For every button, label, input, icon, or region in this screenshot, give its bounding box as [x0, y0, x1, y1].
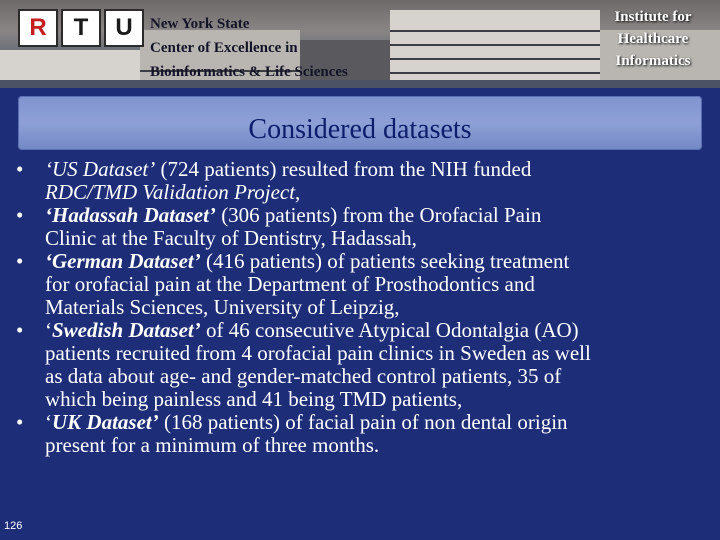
bullet-text: (724 patients) resulted from the NIH funded — [155, 157, 532, 181]
dataset-name: RDC/TMD Validation Project — [45, 180, 296, 204]
bullet-line — [45, 181, 714, 204]
dataset-bullet — [14, 319, 714, 411]
title-banner — [18, 96, 702, 150]
bullet-dot-icon: • — [16, 318, 24, 342]
bullet-line — [45, 250, 714, 273]
bullet-dot-icon: • — [16, 410, 24, 434]
bullet-line — [45, 342, 714, 365]
bullet-text: (168 patients) of facial pain of non dental origin — [158, 410, 568, 434]
bullet-dot-icon: • — [16, 249, 24, 273]
bullet-text: Clinic at the Faculty of Dentistry, Hadassah, — [45, 226, 417, 250]
dataset-bullet — [14, 158, 714, 204]
bullet-line — [45, 158, 714, 181]
bullet-text: of 46 consecutive Atypical Odontalgia (AO) — [200, 318, 579, 342]
bullet-line — [45, 319, 714, 342]
bullet-line — [45, 273, 714, 296]
slide-title: Considered datasets — [248, 114, 472, 145]
bullet-line — [45, 296, 714, 319]
bullet-line — [45, 434, 714, 457]
dataset-name: ‘Hadassah Dataset’ — [45, 203, 216, 227]
dataset-bullet — [14, 204, 714, 250]
logo-letter: T — [61, 9, 101, 47]
bullet-dot-icon: • — [16, 157, 24, 181]
header-line: Healthcare — [617, 31, 689, 47]
page-number: 126 — [4, 520, 23, 532]
bullet-line — [45, 204, 714, 227]
bullet-text: , — [295, 180, 301, 204]
bullet-text: (306 patients) from the Orofacial Pain — [215, 203, 542, 227]
logo-letter: R — [18, 9, 58, 47]
bullet-text: Materials Sciences, University of Leipzig, — [45, 295, 400, 319]
bullet-dot-icon: • — [16, 203, 24, 227]
dataset-bullet — [14, 411, 714, 457]
slide-header — [0, 0, 720, 88]
street-shadow — [0, 80, 720, 88]
header-line: Center of Excellence in — [150, 40, 298, 56]
bullet-line — [45, 227, 714, 250]
dataset-name: ‘German Dataset’ — [45, 249, 201, 273]
bullet-line — [45, 411, 714, 434]
header-line: New York State — [150, 16, 250, 32]
bullet-text: for orofacial pain at the Department of Prosthodontics and — [45, 272, 535, 296]
window-row — [390, 30, 600, 32]
bullet-prefix: ‘ — [45, 318, 52, 342]
bullet-text: as data about age- and gender-matched control patients, 35 of — [45, 364, 562, 388]
bullet-line — [45, 388, 714, 411]
window-row — [390, 58, 600, 60]
building-block — [390, 10, 600, 88]
institute-title — [598, 6, 708, 72]
center-of-excellence-title — [150, 12, 348, 84]
header-line: Bioinformatics & Life Sciences — [150, 64, 348, 80]
dataset-bullet-list — [14, 158, 714, 457]
dataset-name: UK Dataset’ — [52, 410, 159, 434]
bullet-prefix: ‘ — [45, 410, 52, 434]
bullet-text: which being painless and 41 being TMD patients, — [45, 387, 463, 411]
logo-letter: U — [104, 9, 144, 47]
bullet-text: present for a minimum of three months. — [45, 433, 380, 457]
rtu-logo — [18, 8, 144, 48]
header-line: Institute for — [614, 9, 692, 25]
header-line: Informatics — [615, 53, 691, 69]
window-row — [390, 44, 600, 46]
bullet-line — [45, 365, 714, 388]
dataset-name: ‘US Dataset’ — [45, 157, 156, 181]
bullet-text: patients recruited from 4 orofacial pain clinics in Sweden as well — [45, 341, 591, 365]
dataset-bullet — [14, 250, 714, 319]
bullet-text: (416 patients) of patients seeking treatment — [200, 249, 570, 273]
window-row — [390, 72, 600, 74]
dataset-name: Swedish Dataset’ — [52, 318, 201, 342]
